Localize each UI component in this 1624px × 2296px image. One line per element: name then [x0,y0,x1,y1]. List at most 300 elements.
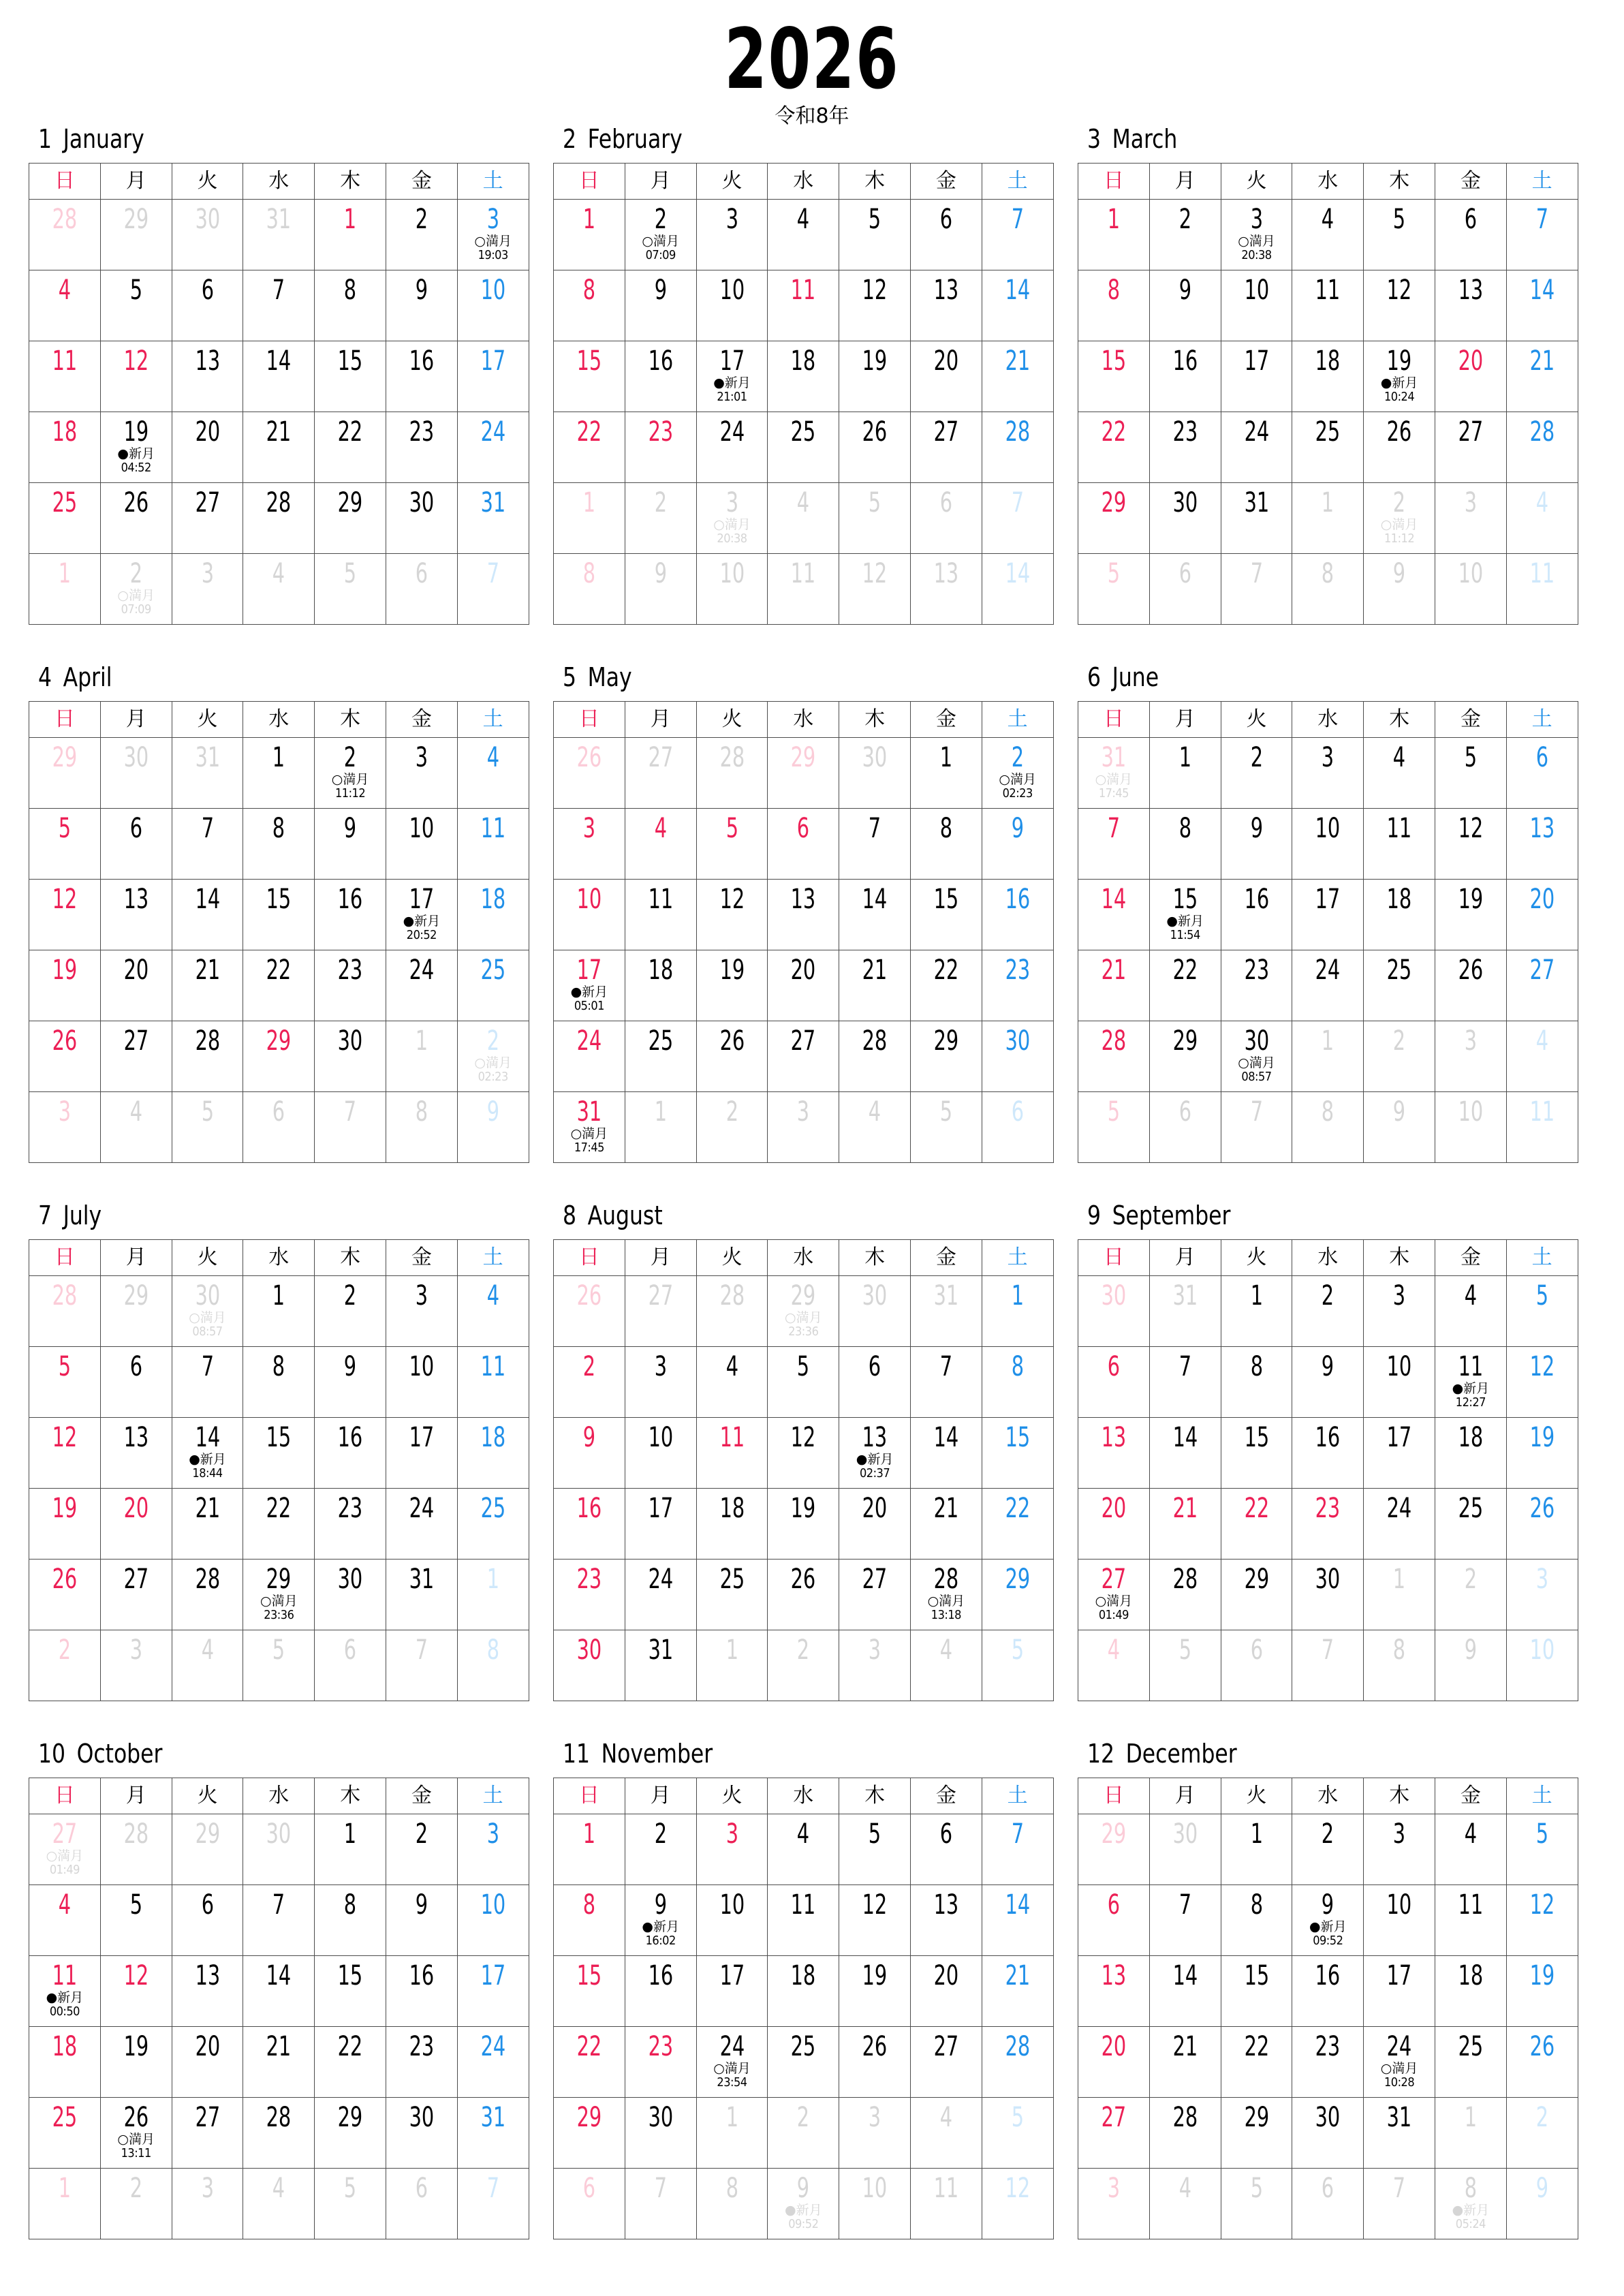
day-cell[interactable] [982,341,1053,412]
day-cell[interactable] [1292,1885,1364,1956]
day-cell[interactable] [839,2027,911,2098]
day-cell[interactable] [1149,554,1221,625]
day-cell[interactable] [1149,1885,1221,1956]
day-cell[interactable] [315,1630,386,1701]
day-cell[interactable] [100,1814,172,1885]
day-cell[interactable] [243,1276,315,1347]
day-cell[interactable] [457,2098,529,2169]
day-cell[interactable] [768,483,839,554]
day-cell[interactable] [554,1814,625,1885]
day-cell[interactable] [696,200,768,270]
day-cell[interactable] [1364,1885,1435,1956]
day-cell[interactable] [457,1347,529,1418]
day-cell[interactable] [243,1956,315,2027]
day-cell[interactable] [1149,1418,1221,1489]
day-cell[interactable] [982,1814,1053,1885]
day-cell[interactable] [1149,880,1221,950]
day-cell[interactable] [768,1418,839,1489]
day-cell[interactable] [1435,1021,1506,1092]
day-cell[interactable] [696,1489,768,1560]
day-cell[interactable] [29,200,101,270]
day-cell[interactable] [1221,554,1292,625]
day-cell[interactable] [243,950,315,1021]
day-cell[interactable] [625,2098,696,2169]
day-cell[interactable] [172,2098,243,2169]
day-cell[interactable] [1364,1814,1435,1885]
day-cell[interactable] [696,738,768,809]
day-cell[interactable] [1435,1630,1506,1701]
day-cell[interactable] [1292,1560,1364,1630]
day-cell[interactable] [100,341,172,412]
day-cell[interactable] [910,554,982,625]
day-cell[interactable] [1078,270,1150,341]
day-cell[interactable] [910,1885,982,1956]
day-cell[interactable] [1506,412,1578,483]
day-cell[interactable] [29,2169,101,2239]
day-cell[interactable] [457,1418,529,1489]
day-cell[interactable] [386,2027,457,2098]
day-cell[interactable] [625,1814,696,1885]
day-cell[interactable] [696,2027,768,2098]
day-cell[interactable] [982,412,1053,483]
day-cell[interactable] [1292,950,1364,1021]
day-cell[interactable] [982,1092,1053,1163]
day-cell[interactable] [1078,1347,1150,1418]
day-cell[interactable] [1078,1885,1150,1956]
day-cell[interactable] [386,738,457,809]
day-cell[interactable] [1292,270,1364,341]
day-cell[interactable] [982,2027,1053,2098]
day-cell[interactable] [315,2027,386,2098]
day-cell[interactable] [29,738,101,809]
day-cell[interactable] [696,1630,768,1701]
day-cell[interactable] [243,1092,315,1163]
day-cell[interactable] [386,809,457,880]
day-cell[interactable] [768,1092,839,1163]
day-cell[interactable] [29,880,101,950]
day-cell[interactable] [100,1347,172,1418]
day-cell[interactable] [1078,483,1150,554]
day-cell[interactable] [910,880,982,950]
day-cell[interactable] [839,341,911,412]
day-cell[interactable] [1435,483,1506,554]
day-cell[interactable] [100,1956,172,2027]
day-cell[interactable] [172,270,243,341]
day-cell[interactable] [1364,200,1435,270]
day-cell[interactable] [1435,554,1506,625]
day-cell[interactable] [1149,2098,1221,2169]
day-cell[interactable] [1435,270,1506,341]
day-cell[interactable] [29,341,101,412]
day-cell[interactable] [1435,1418,1506,1489]
day-cell[interactable] [1221,1418,1292,1489]
day-cell[interactable] [100,412,172,483]
day-cell[interactable] [386,880,457,950]
day-cell[interactable] [1149,483,1221,554]
day-cell[interactable] [1221,270,1292,341]
day-cell[interactable] [243,270,315,341]
day-cell[interactable] [768,738,839,809]
day-cell[interactable] [29,1092,101,1163]
day-cell[interactable] [457,341,529,412]
day-cell[interactable] [172,200,243,270]
day-cell[interactable] [554,1092,625,1163]
day-cell[interactable] [768,1814,839,1885]
day-cell[interactable] [29,809,101,880]
day-cell[interactable] [1506,1956,1578,2027]
day-cell[interactable] [386,1092,457,1163]
day-cell[interactable] [839,1347,911,1418]
day-cell[interactable] [982,809,1053,880]
day-cell[interactable] [625,483,696,554]
day-cell[interactable] [625,1418,696,1489]
day-cell[interactable] [243,1347,315,1418]
day-cell[interactable] [1149,1347,1221,1418]
day-cell[interactable] [29,1276,101,1347]
day-cell[interactable] [1078,1956,1150,2027]
day-cell[interactable] [386,1021,457,1092]
day-cell[interactable] [100,1418,172,1489]
day-cell[interactable] [625,341,696,412]
day-cell[interactable] [172,341,243,412]
day-cell[interactable] [1078,880,1150,950]
day-cell[interactable] [1292,2027,1364,2098]
day-cell[interactable] [457,1956,529,2027]
day-cell[interactable] [29,1956,101,2027]
day-cell[interactable] [982,1489,1053,1560]
day-cell[interactable] [696,1560,768,1630]
day-cell[interactable] [29,1347,101,1418]
day-cell[interactable] [172,1885,243,1956]
day-cell[interactable] [625,554,696,625]
day-cell[interactable] [457,483,529,554]
day-cell[interactable] [1506,950,1578,1021]
day-cell[interactable] [1078,950,1150,1021]
day-cell[interactable] [1435,200,1506,270]
day-cell[interactable] [1506,809,1578,880]
day-cell[interactable] [982,1560,1053,1630]
day-cell[interactable] [315,1885,386,1956]
day-cell[interactable] [696,1956,768,2027]
day-cell[interactable] [625,1560,696,1630]
day-cell[interactable] [625,738,696,809]
day-cell[interactable] [696,950,768,1021]
day-cell[interactable] [1506,1418,1578,1489]
day-cell[interactable] [554,2027,625,2098]
day-cell[interactable] [839,1630,911,1701]
day-cell[interactable] [696,2098,768,2169]
day-cell[interactable] [315,1347,386,1418]
day-cell[interactable] [1435,809,1506,880]
day-cell[interactable] [1221,880,1292,950]
day-cell[interactable] [1435,738,1506,809]
day-cell[interactable] [839,2169,911,2239]
day-cell[interactable] [1364,950,1435,1021]
day-cell[interactable] [172,1347,243,1418]
day-cell[interactable] [839,1276,911,1347]
day-cell[interactable] [696,809,768,880]
day-cell[interactable] [1078,2098,1150,2169]
day-cell[interactable] [696,880,768,950]
day-cell[interactable] [243,341,315,412]
day-cell[interactable] [1221,2027,1292,2098]
day-cell[interactable] [696,270,768,341]
day-cell[interactable] [1149,950,1221,1021]
day-cell[interactable] [1435,1276,1506,1347]
day-cell[interactable] [768,1885,839,1956]
day-cell[interactable] [839,1418,911,1489]
day-cell[interactable] [100,738,172,809]
day-cell[interactable] [625,412,696,483]
day-cell[interactable] [457,950,529,1021]
day-cell[interactable] [625,1092,696,1163]
day-cell[interactable] [554,738,625,809]
day-cell[interactable] [315,2098,386,2169]
day-cell[interactable] [554,1630,625,1701]
day-cell[interactable] [768,1276,839,1347]
day-cell[interactable] [100,2169,172,2239]
day-cell[interactable] [386,1956,457,2027]
day-cell[interactable] [910,1630,982,1701]
day-cell[interactable] [1506,2098,1578,2169]
day-cell[interactable] [1292,341,1364,412]
day-cell[interactable] [315,738,386,809]
day-cell[interactable] [1149,1956,1221,2027]
day-cell[interactable] [696,1418,768,1489]
day-cell[interactable] [1435,1885,1506,1956]
day-cell[interactable] [1078,1560,1150,1630]
day-cell[interactable] [1292,1276,1364,1347]
day-cell[interactable] [696,341,768,412]
day-cell[interactable] [1078,1021,1150,1092]
day-cell[interactable] [554,809,625,880]
day-cell[interactable] [172,1560,243,1630]
day-cell[interactable] [982,1418,1053,1489]
day-cell[interactable] [100,270,172,341]
day-cell[interactable] [243,554,315,625]
day-cell[interactable] [1292,809,1364,880]
day-cell[interactable] [982,1630,1053,1701]
day-cell[interactable] [457,1489,529,1560]
day-cell[interactable] [172,1814,243,1885]
day-cell[interactable] [315,270,386,341]
day-cell[interactable] [243,1489,315,1560]
day-cell[interactable] [839,809,911,880]
day-cell[interactable] [910,738,982,809]
day-cell[interactable] [625,1021,696,1092]
day-cell[interactable] [386,1630,457,1701]
day-cell[interactable] [1435,2169,1506,2239]
day-cell[interactable] [1364,2027,1435,2098]
day-cell[interactable] [1221,809,1292,880]
day-cell[interactable] [1364,2098,1435,2169]
day-cell[interactable] [768,1956,839,2027]
day-cell[interactable] [768,1021,839,1092]
day-cell[interactable] [457,880,529,950]
day-cell[interactable] [315,1092,386,1163]
day-cell[interactable] [910,483,982,554]
day-cell[interactable] [982,1885,1053,1956]
day-cell[interactable] [1221,1347,1292,1418]
day-cell[interactable] [29,2027,101,2098]
day-cell[interactable] [625,200,696,270]
day-cell[interactable] [554,880,625,950]
day-cell[interactable] [1506,738,1578,809]
day-cell[interactable] [1506,1560,1578,1630]
day-cell[interactable] [1221,950,1292,1021]
day-cell[interactable] [243,1814,315,1885]
day-cell[interactable] [1221,2169,1292,2239]
day-cell[interactable] [910,341,982,412]
day-cell[interactable] [100,1489,172,1560]
day-cell[interactable] [1364,1956,1435,2027]
day-cell[interactable] [315,1814,386,1885]
day-cell[interactable] [1078,1092,1150,1163]
day-cell[interactable] [839,1489,911,1560]
day-cell[interactable] [910,2169,982,2239]
day-cell[interactable] [1292,1021,1364,1092]
day-cell[interactable] [29,1418,101,1489]
day-cell[interactable] [315,1489,386,1560]
day-cell[interactable] [243,1418,315,1489]
day-cell[interactable] [1292,1489,1364,1560]
day-cell[interactable] [1221,1489,1292,1560]
day-cell[interactable] [982,270,1053,341]
day-cell[interactable] [243,2027,315,2098]
day-cell[interactable] [768,1630,839,1701]
day-cell[interactable] [768,950,839,1021]
day-cell[interactable] [839,270,911,341]
day-cell[interactable] [100,1276,172,1347]
day-cell[interactable] [29,270,101,341]
day-cell[interactable] [172,880,243,950]
day-cell[interactable] [1149,2027,1221,2098]
day-cell[interactable] [1078,554,1150,625]
day-cell[interactable] [839,1814,911,1885]
day-cell[interactable] [1078,412,1150,483]
day-cell[interactable] [1149,1814,1221,1885]
day-cell[interactable] [1078,1489,1150,1560]
day-cell[interactable] [1435,1956,1506,2027]
day-cell[interactable] [1149,341,1221,412]
day-cell[interactable] [768,1347,839,1418]
day-cell[interactable] [1506,1021,1578,1092]
day-cell[interactable] [1221,2098,1292,2169]
day-cell[interactable] [625,1276,696,1347]
day-cell[interactable] [768,880,839,950]
day-cell[interactable] [1506,1276,1578,1347]
day-cell[interactable] [386,1814,457,1885]
day-cell[interactable] [554,1489,625,1560]
day-cell[interactable] [1292,1418,1364,1489]
day-cell[interactable] [315,1021,386,1092]
day-cell[interactable] [386,483,457,554]
day-cell[interactable] [1435,2027,1506,2098]
day-cell[interactable] [315,341,386,412]
day-cell[interactable] [1506,1885,1578,1956]
day-cell[interactable] [625,1489,696,1560]
day-cell[interactable] [315,1560,386,1630]
day-cell[interactable] [1292,2098,1364,2169]
day-cell[interactable] [1221,1560,1292,1630]
day-cell[interactable] [768,1560,839,1630]
day-cell[interactable] [839,1092,911,1163]
day-cell[interactable] [100,554,172,625]
day-cell[interactable] [910,1092,982,1163]
day-cell[interactable] [839,200,911,270]
day-cell[interactable] [982,1276,1053,1347]
day-cell[interactable] [839,950,911,1021]
day-cell[interactable] [1149,1092,1221,1163]
day-cell[interactable] [1506,1630,1578,1701]
day-cell[interactable] [1292,412,1364,483]
day-cell[interactable] [839,1885,911,1956]
day-cell[interactable] [172,1092,243,1163]
day-cell[interactable] [457,1092,529,1163]
day-cell[interactable] [1506,2169,1578,2239]
day-cell[interactable] [1292,738,1364,809]
day-cell[interactable] [1506,483,1578,554]
day-cell[interactable] [625,1956,696,2027]
day-cell[interactable] [457,200,529,270]
day-cell[interactable] [1292,1630,1364,1701]
day-cell[interactable] [1292,1347,1364,1418]
day-cell[interactable] [982,1956,1053,2027]
day-cell[interactable] [910,1489,982,1560]
day-cell[interactable] [1149,200,1221,270]
day-cell[interactable] [554,412,625,483]
day-cell[interactable] [1364,2169,1435,2239]
day-cell[interactable] [910,1347,982,1418]
day-cell[interactable] [1149,1489,1221,1560]
day-cell[interactable] [1364,1418,1435,1489]
day-cell[interactable] [243,200,315,270]
day-cell[interactable] [243,1630,315,1701]
day-cell[interactable] [315,483,386,554]
day-cell[interactable] [554,1885,625,1956]
day-cell[interactable] [386,1347,457,1418]
day-cell[interactable] [172,1418,243,1489]
day-cell[interactable] [386,1418,457,1489]
day-cell[interactable] [1221,200,1292,270]
day-cell[interactable] [1149,1630,1221,1701]
day-cell[interactable] [315,554,386,625]
day-cell[interactable] [1221,1814,1292,1885]
day-cell[interactable] [315,412,386,483]
day-cell[interactable] [1364,1092,1435,1163]
day-cell[interactable] [910,809,982,880]
day-cell[interactable] [982,483,1053,554]
day-cell[interactable] [1506,200,1578,270]
day-cell[interactable] [1364,1276,1435,1347]
day-cell[interactable] [1506,554,1578,625]
day-cell[interactable] [839,738,911,809]
day-cell[interactable] [1078,809,1150,880]
day-cell[interactable] [1364,1489,1435,1560]
day-cell[interactable] [1221,341,1292,412]
day-cell[interactable] [315,200,386,270]
day-cell[interactable] [625,950,696,1021]
day-cell[interactable] [839,1560,911,1630]
day-cell[interactable] [100,880,172,950]
day-cell[interactable] [100,200,172,270]
day-cell[interactable] [554,200,625,270]
day-cell[interactable] [554,270,625,341]
day-cell[interactable] [839,554,911,625]
day-cell[interactable] [386,1560,457,1630]
day-cell[interactable] [29,2098,101,2169]
day-cell[interactable] [1221,1276,1292,1347]
